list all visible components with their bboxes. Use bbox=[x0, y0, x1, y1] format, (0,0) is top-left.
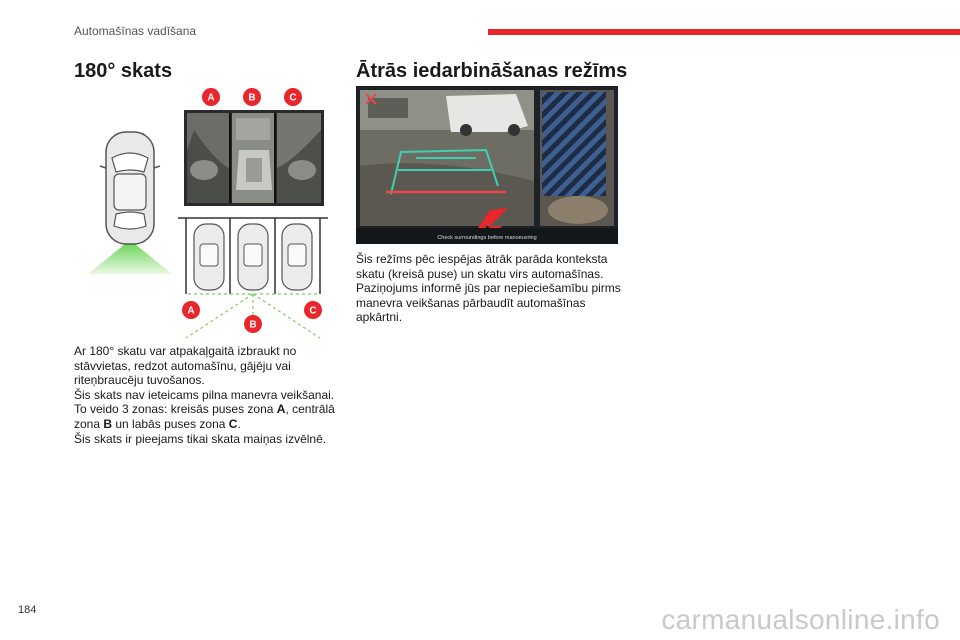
left-paragraph-2: Šis skats nav ieteicams pilna manevra veikšanai. bbox=[74, 387, 335, 402]
badge-c-top-label: C bbox=[289, 92, 297, 104]
zones-text-2: , centrālā zona bbox=[74, 402, 335, 431]
left-paragraph-4: Šis skats ir pieejams tikai skata maiņas izvēlnē. bbox=[74, 431, 327, 446]
car-illustration bbox=[80, 128, 180, 278]
badge-a-bottom-label: A bbox=[187, 305, 195, 317]
badge-b-top-label: B bbox=[248, 92, 256, 104]
quick-start-screen-image bbox=[356, 86, 618, 244]
chapter-title: Automašīnas vadīšana bbox=[74, 24, 197, 38]
section-title-quick-start: Ātrās iedarbināšanas režīms bbox=[356, 60, 628, 82]
section-title-180-view: 180° skats bbox=[74, 60, 173, 82]
parked-car-right bbox=[282, 224, 312, 290]
zones-text-3: un labās puses zona bbox=[112, 416, 229, 431]
left-body-text bbox=[74, 344, 356, 446]
parked-car-left bbox=[194, 224, 224, 290]
badge-a-top-label: A bbox=[207, 92, 215, 104]
screen-caption: Check surroundings before manoeuvring bbox=[437, 235, 537, 241]
watermark: carmanualsonline.info bbox=[661, 604, 940, 635]
left-paragraph-3 bbox=[74, 402, 356, 431]
zone-a-label: A bbox=[276, 402, 286, 417]
right-paragraph: Šis režīms pēc iespējas ātrāk parāda konteksta skatu (kreisā puse) un skatu virs automašīnas. Paziņojums informē jūs par nepieciešamību pirms manevra veikšanas pārbaudīt automašīnas apkārtni. bbox=[356, 252, 621, 325]
header-accent-bar bbox=[488, 29, 960, 35]
zones-text-4: . bbox=[237, 416, 241, 431]
zone-badges-bottom bbox=[180, 299, 324, 335]
zone-badges-top bbox=[200, 86, 310, 108]
zone-c-label: C bbox=[228, 416, 238, 431]
left-paragraph-1: Ar 180° skatu var atpakaļgaitā izbraukt no stāvvietas, redzot automašīnu, gājēju vai riteņbraucēju tuvošanos. bbox=[74, 344, 297, 388]
zone-b-label: B bbox=[103, 416, 113, 431]
zones-text-1: To veido 3 zonas: kreisās puses zona bbox=[74, 402, 277, 417]
badge-c-bottom-label: C bbox=[309, 305, 317, 317]
camera-180-image bbox=[184, 110, 324, 206]
badge-b-bottom-label: B bbox=[249, 319, 257, 331]
page-number: 184 bbox=[18, 604, 37, 616]
parked-car-center bbox=[238, 224, 268, 290]
